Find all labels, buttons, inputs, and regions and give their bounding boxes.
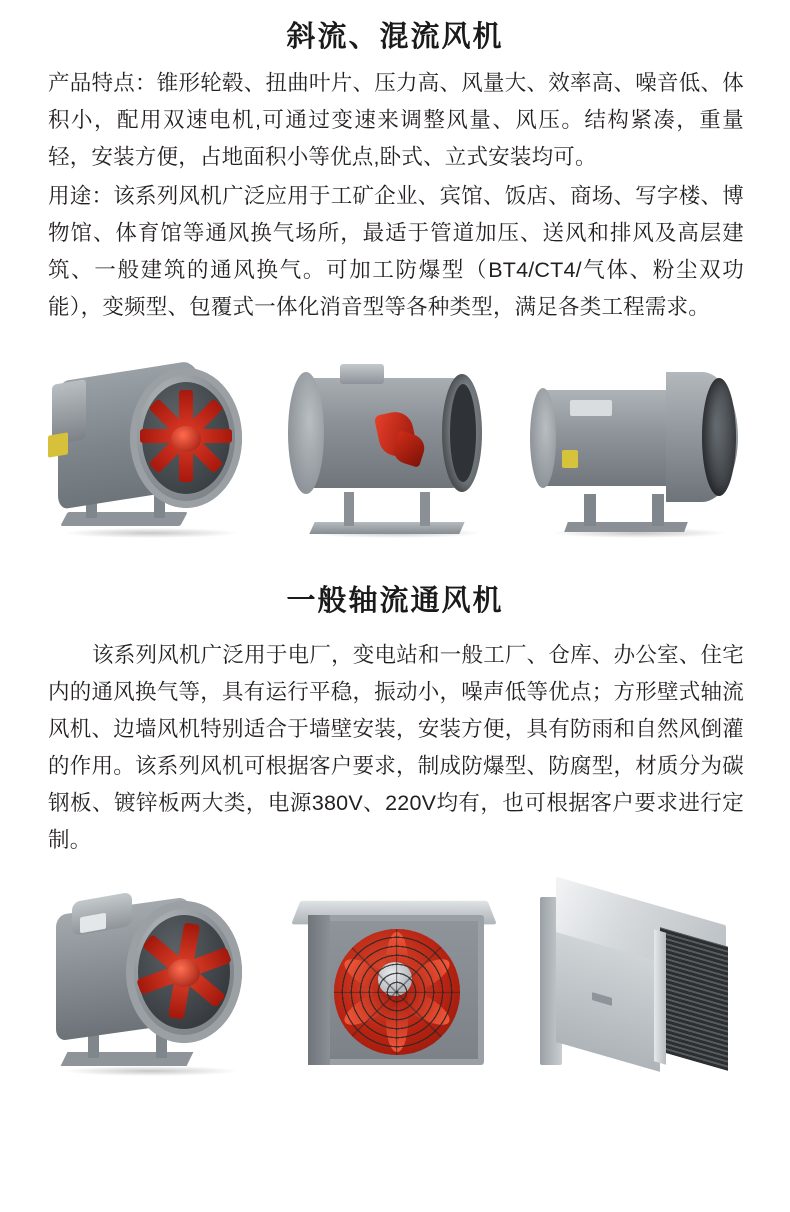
mixed-flow-fan-bell-mouth-photo <box>526 338 752 548</box>
fan-support-leg <box>652 494 664 526</box>
page-title-axial-fan: 一般轴流通风机 <box>286 585 504 617</box>
mixed-flow-fan-red-impeller-photo <box>38 338 264 548</box>
fan-louver-grille <box>660 927 728 1070</box>
fan-frame-side <box>308 915 330 1065</box>
product-shadow <box>65 528 237 538</box>
fan-terminal-box <box>340 364 384 384</box>
fan-support-leg <box>420 492 430 526</box>
fan-support-leg <box>344 492 354 526</box>
fan-base-rail <box>564 522 688 532</box>
fan-base-rail <box>61 1052 194 1066</box>
fan-guard-spokes <box>334 929 460 1055</box>
square-wall-axial-fan-guard-photo <box>282 871 508 1086</box>
page-title-mixed-flow-fan: 斜流、混流风机 <box>286 21 504 53</box>
fan-nameplate <box>570 400 612 416</box>
axial-fan-description-paragraph: 该系列风机广泛用于电厂，变电站和一般工厂、仓库、办公室、住宅内的通风换气等，具有运行平稳，振动小，噪声低等优点；方形壁式轴流风机、边墙风机特别适合于墙壁安装，安装方便，具有防雨和自然风倒灌的作用。该系列风机可根据客户要求，制成防爆型、防腐型，材质分为碳钢板、镀锌板两大类，电源380V、220V均有，也可根据客户要求进行定制。 <box>48 643 744 852</box>
fan-end-cap <box>530 388 556 488</box>
fan-support-leg <box>584 494 596 526</box>
fan-terminal-box <box>48 432 68 458</box>
mixed-flow-fan-base-plate-photo <box>282 338 508 548</box>
mixed-flow-fan-text-block <box>0 65 790 326</box>
fan-inlet-cone <box>288 372 324 494</box>
fan-terminal-box <box>562 450 578 468</box>
axial-fan-image-row <box>0 861 790 1086</box>
stainless-louvered-wall-fan-photo <box>526 871 752 1086</box>
mixed-flow-fan-image-row <box>0 328 790 548</box>
product-shadow <box>65 1066 237 1076</box>
fan-hub <box>171 426 201 452</box>
fan-hub <box>168 959 200 987</box>
axial-fan-red-blades-photo <box>38 871 264 1086</box>
fan-interior-shadow <box>450 384 476 482</box>
fan-panel-edge <box>654 929 666 1064</box>
axial-fan-text-block <box>0 637 790 859</box>
fan-outlet-opening <box>702 378 736 496</box>
product-usage-paragraph: 用途：该系列风机广泛应用于工矿企业、宾馆、饭店、商场、写字楼、博物馆、体育馆等通风换气场所，最适于管道加压、送风和排风及高层建筑、一般建筑的通风换气。可加工防爆型（BT4/CT4/气体、粉尘双功能），变频型、包覆式一体化消音型等各种类型，满足各类工程需求。 <box>48 184 744 319</box>
product-features-paragraph: 产品特点：锥形轮毂、扭曲叶片、压力高、风量大、效率高、噪音低、体积小，配用双速电机,可通过变速来调整风量、风压。结构紧凑，重量轻，安装方便，占地面积小等优点,卧式、立式安装均可。 <box>48 71 744 169</box>
fan-mounting-plate <box>309 522 464 534</box>
fan-base-rail <box>60 512 187 526</box>
